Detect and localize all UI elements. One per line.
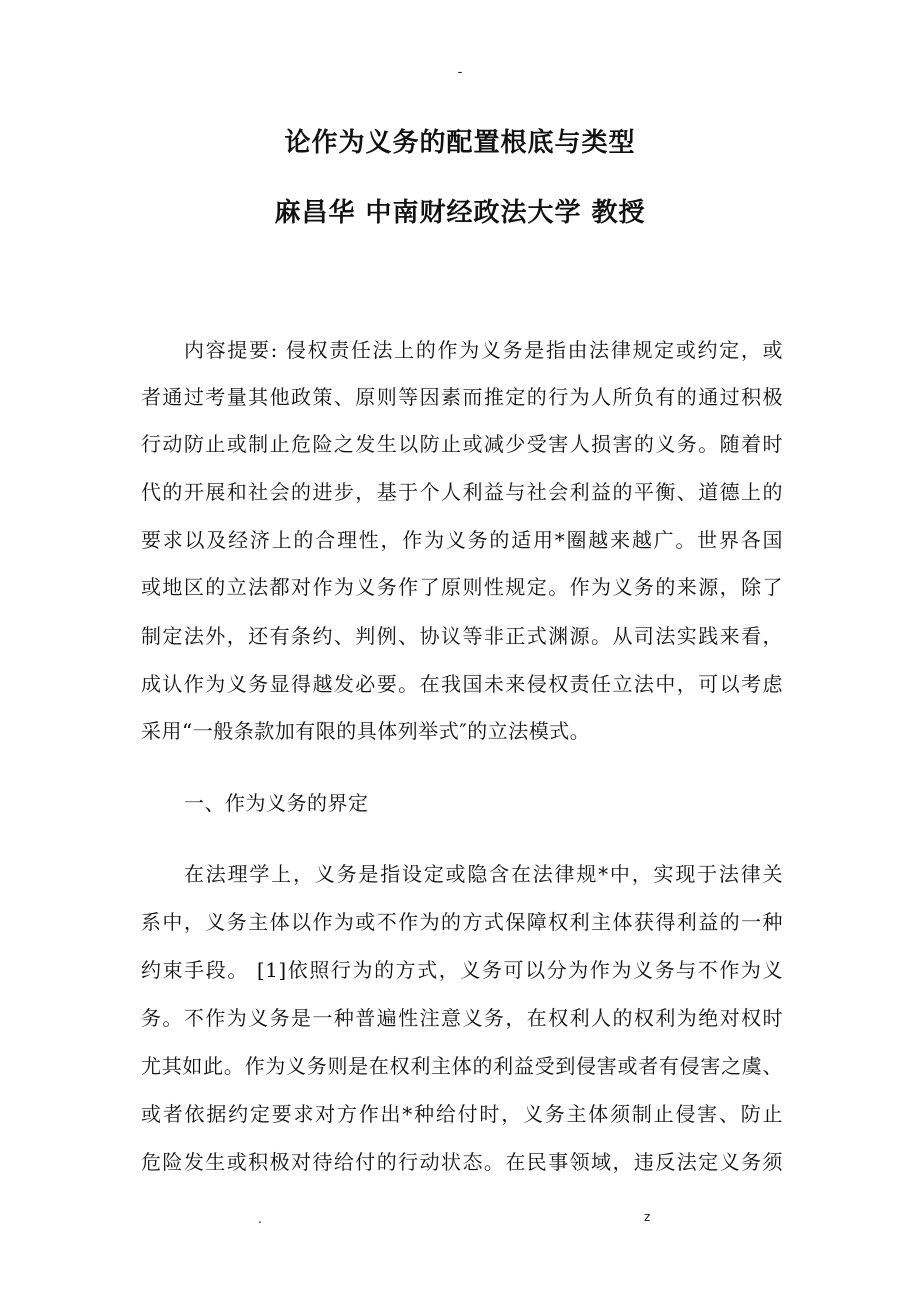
abstract-line: 内容提要: 侵权责任法上的作为义务是指由法律规定或约定，或 [184,338,783,362]
abstract-line: 成认作为义务显得越发必要。在我国未来侵权责任立法中，可以考虑 [141,672,783,696]
body-line: 约束手段。 [1]依照行为的方式，义务可以分为作为义务与不作为义 [141,958,783,982]
body-line: 系中，义务主体以作为或不作为的方式保障权利主体获得利益的一种 [141,910,783,934]
footer-right-mark: z [644,1210,651,1224]
body-line: 在法理学上，义务是指设定或隐含在法律规*中，实现于法律关 [184,862,783,886]
document-title: 论作为义务的配置根底与类型 [284,128,636,158]
body-line: 务。不作为义务是一种普遍性注意义务，在权利人的权利为绝对权时 [141,1006,783,1030]
abstract-line: 制定法外，还有条约、判例、协议等非正式渊源。从司法实践来看， [141,624,783,648]
body-line: 危险发生或积极对待给付的行动状态。在民事领域，违反法定义务须 [141,1150,783,1174]
body-line: 或者依据约定要求对方作出*种给付时，义务主体须制止侵害、防止 [141,1102,783,1126]
abstract-line: 行动防止或制止危险之发生以防止或减少受害人损害的义务。随着时 [141,432,783,456]
author-line: 麻昌华 中南财经政法大学 教授 [274,198,646,228]
body-line: 尤其如此。作为义务则是在权利主体的利益受到侵害或者有侵害之虞、 [141,1054,783,1078]
footer-left-mark: . [258,1212,262,1226]
abstract-line: 者通过考量其他政策、原则等因素而推定的行为人所负有的通过积极 [141,385,783,409]
abstract-line: 或地区的立法都对作为义务作了原则性规定。作为义务的来源，除了 [141,575,783,599]
page-header-mark: - [457,64,463,80]
abstract-line: 要求以及经济上的合理性，作为义务的适用*圈越来越广。世界各国 [141,528,783,552]
abstract-line: 代的开展和社会的进步，基于个人利益与社会利益的平衡、道德上的 [141,480,783,504]
section-heading: 一、作为义务的界定 [184,791,369,815]
abstract-line: 采用“一般条款加有限的具体列举式″的立法模式。 [141,719,591,743]
